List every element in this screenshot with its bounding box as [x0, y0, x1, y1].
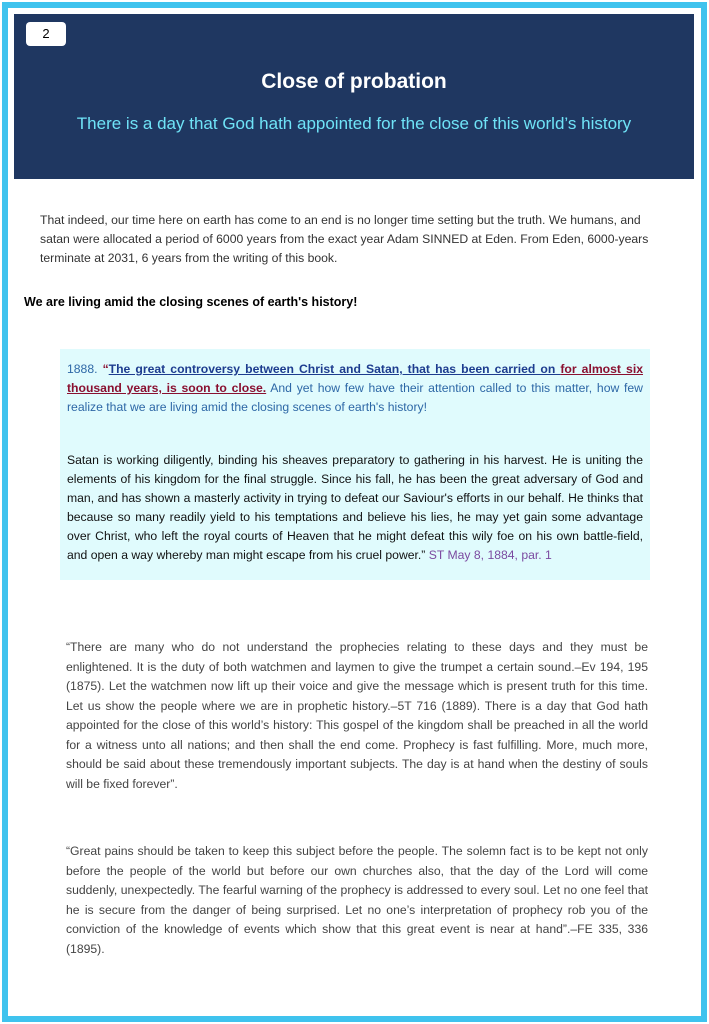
quote-paragraph-2-text: Satan is working diligently, binding his sheaves preparatory to gathering in his harvest. He is uniting the elements of his kingdom for the final struggle. Since his fall, he has been the great adversary of God and man, and has shown a masterly activity in trying to defeat our Saviour's efforts in our behalf. He thinks that because so many readily yield to his temptations and believe his lies, he may yet gain some advantage over Christ, who left the royal courts of Heaven that he might defeat this wily foe on his own battle-field, and open a way whereby man might escape from his cruel power.”	[67, 453, 643, 562]
page-title: Close of probation	[261, 70, 447, 93]
header-banner	[14, 14, 694, 179]
quote-underlined-blue: The great controversy between Christ and Satan, that has been carried on	[108, 362, 561, 376]
quote-rest: And yet how few have their attention called to this matter, how few realize that we are living amid the closing scenes of earth's history!	[67, 381, 643, 414]
quote-paragraph-1	[67, 360, 643, 417]
intro-paragraph: That indeed, our time here on earth has come to an end is no longer time setting but the truth. We humans, and satan were allocated a period of 6000 years from the exact year Adam SINNED at Eden. From Eden, 6000-years terminate at 2031, 6 years from the writing of this book.	[40, 213, 649, 265]
body-paragraph-2: “Great pains should be taken to keep this subject before the people. The solemn fact is to be kept not only before the people of the world but before our own churches also, that the day of the Lord will come suddenly, unexpectedly. The fearful warning of the prophecy is addressed to every soul. Let no one feel that he is secure from the danger of being surprised. Let no one’s interpretation of prophecy rob you of the conviction of the knowledge of events which show that this great event is near at hand”.–FE 335, 336 (1895).	[66, 844, 648, 956]
quote-box	[60, 349, 650, 580]
page-number: 2	[26, 22, 66, 46]
quote-underlined-red: for almost six thousand years, is soon to close.	[67, 362, 643, 395]
quote-paragraph-2	[67, 451, 643, 565]
page-frame	[2, 2, 707, 1022]
page-subtitle: There is a day that God hath appointed for the close of this world’s history	[76, 114, 632, 133]
quote-open-mark: “	[102, 362, 109, 376]
section-heading: We are living amid the closing scenes of earth's history!	[24, 295, 358, 309]
quote-reference: ST May 8, 1884, par. 1	[425, 548, 552, 562]
quote-year: 1888.	[67, 362, 103, 376]
body-paragraph-1: “There are many who do not understand the prophecies relating to these days and they must be enlightened. It is the duty of both watchmen and laymen to give the trumpet a certain sound.–Ev 194, 195 (1875). Let the watchmen now lift up their voice and give the message which is present truth for this time. Let us show the people where we are in prophetic history.–5T 716 (1889). There is a day that God hath appointed for the close of this world’s history: This gospel of the kingdom shall be preached in all the world for a witness unto all nations; and then shall the end come. Prophecy is fast fulfilling. More, much more, should be said about these tremendously important subjects. The day is at hand when the destiny of souls will be fixed forever”.	[66, 640, 648, 791]
